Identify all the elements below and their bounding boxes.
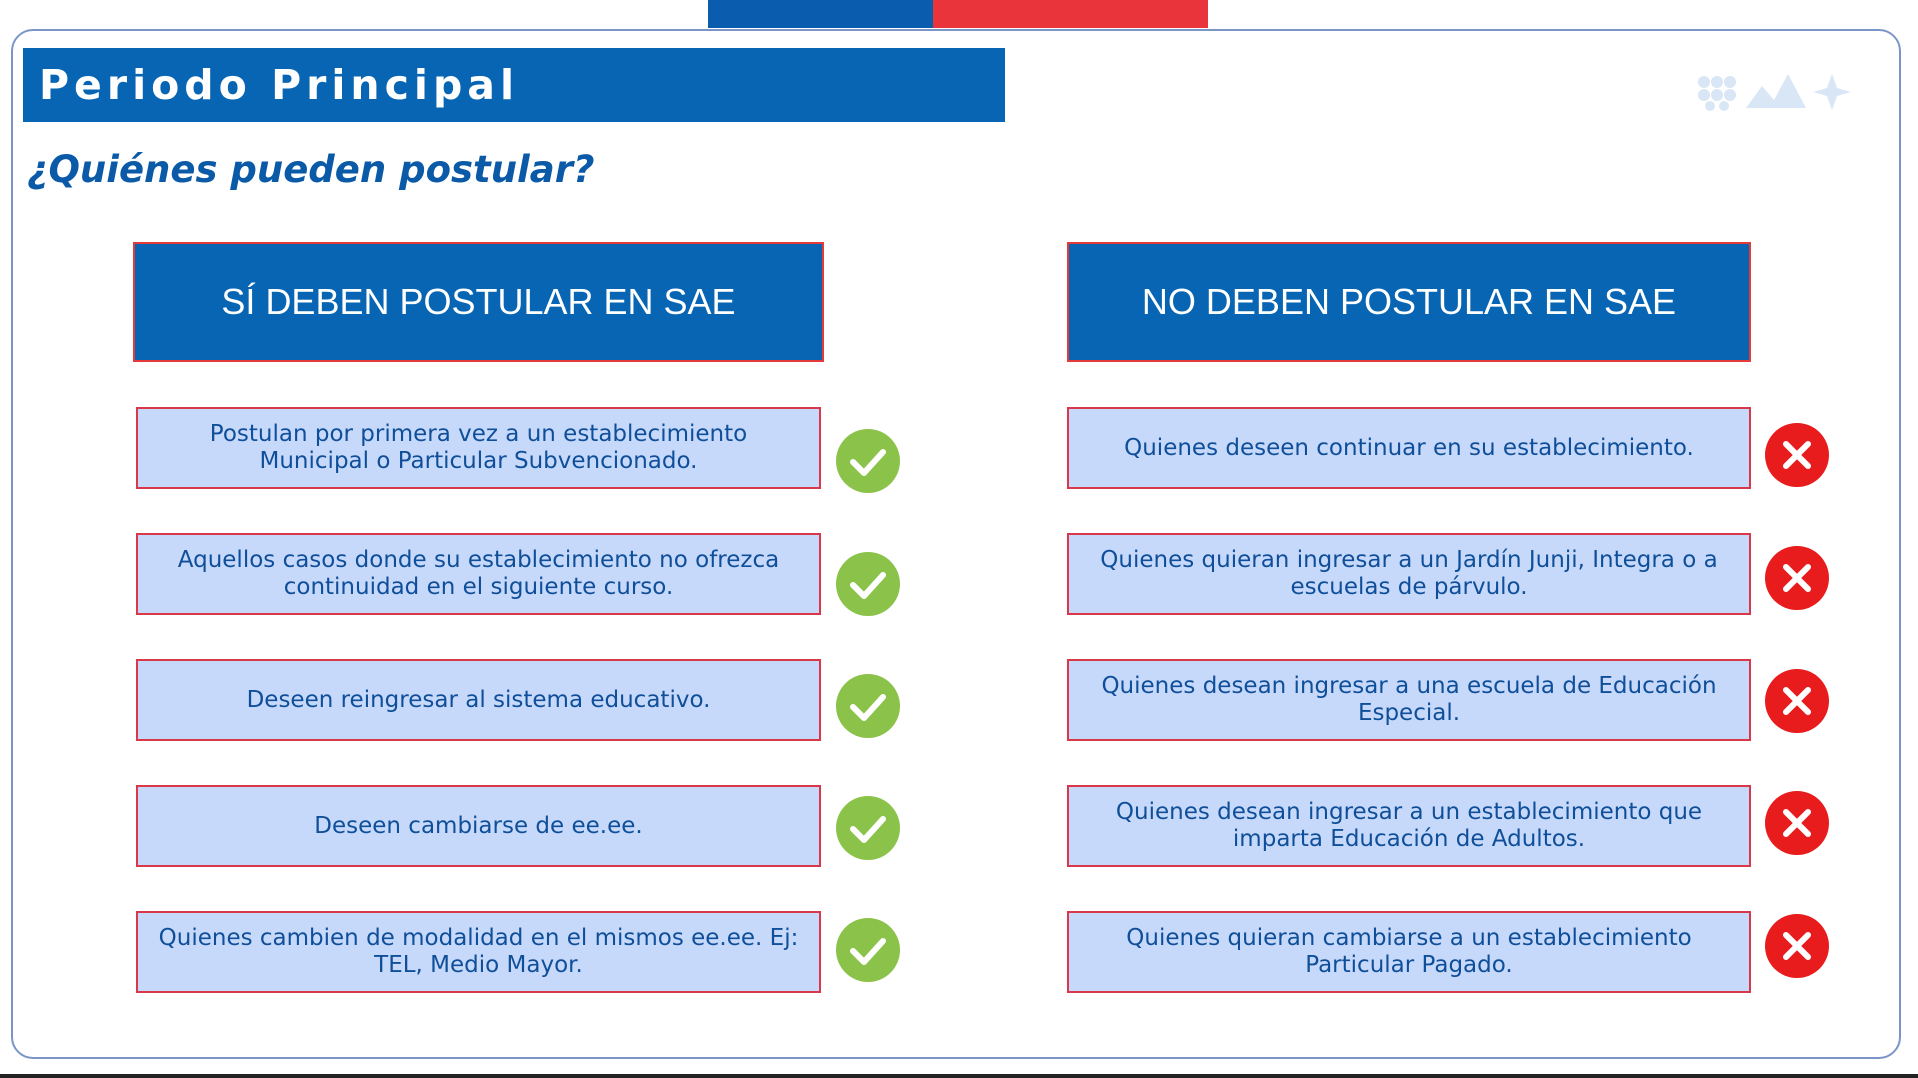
yes-item: Postulan por primera vez a un establecimiento Municipal o Particular Subvencionado. [136, 407, 821, 489]
mineduc-logo-icon [1696, 70, 1860, 114]
cross-icon [1764, 913, 1830, 979]
page-subtitle: ¿Quiénes pueden postular? [27, 148, 595, 191]
check-icon [835, 428, 901, 494]
yes-item: Deseen reingresar al sistema educativo. [136, 659, 821, 741]
page-title: Periodo Principal [39, 61, 520, 109]
yes-item: Deseen cambiarse de ee.ee. [136, 785, 821, 867]
flag-stripe-blue [708, 0, 933, 28]
check-icon [835, 795, 901, 861]
no-item: Quienes quieran ingresar a un Jardín Junji, Integra o a escuelas de párvulo. [1067, 533, 1751, 615]
check-icon [835, 551, 901, 617]
no-item: Quienes deseen continuar en su establecimiento. [1067, 407, 1751, 489]
yes-item: Quienes cambien de modalidad en el mismos ee.ee. Ej: TEL, Medio Mayor. [136, 911, 821, 993]
title-bar [23, 48, 1005, 122]
no-item: Quienes quieran cambiarse a un establecimiento Particular Pagado. [1067, 911, 1751, 993]
cross-icon [1764, 790, 1830, 856]
no-item: Quienes desean ingresar a un establecimiento que imparta Educación de Adultos. [1067, 785, 1751, 867]
cross-icon [1764, 668, 1830, 734]
no-item: Quienes desean ingresar a una escuela de Educación Especial. [1067, 659, 1751, 741]
check-icon [835, 673, 901, 739]
yes-column-heading: SÍ DEBEN POSTULAR EN SAE [133, 242, 824, 362]
yes-item: Aquellos casos donde su establecimiento no ofrezca continuidad en el siguiente curso. [136, 533, 821, 615]
no-column-heading: NO DEBEN POSTULAR EN SAE [1067, 242, 1751, 362]
cross-icon [1764, 545, 1830, 611]
bottom-edge-line [0, 1074, 1918, 1078]
check-icon [835, 917, 901, 983]
cross-icon [1764, 422, 1830, 488]
flag-stripe-red [933, 0, 1208, 28]
